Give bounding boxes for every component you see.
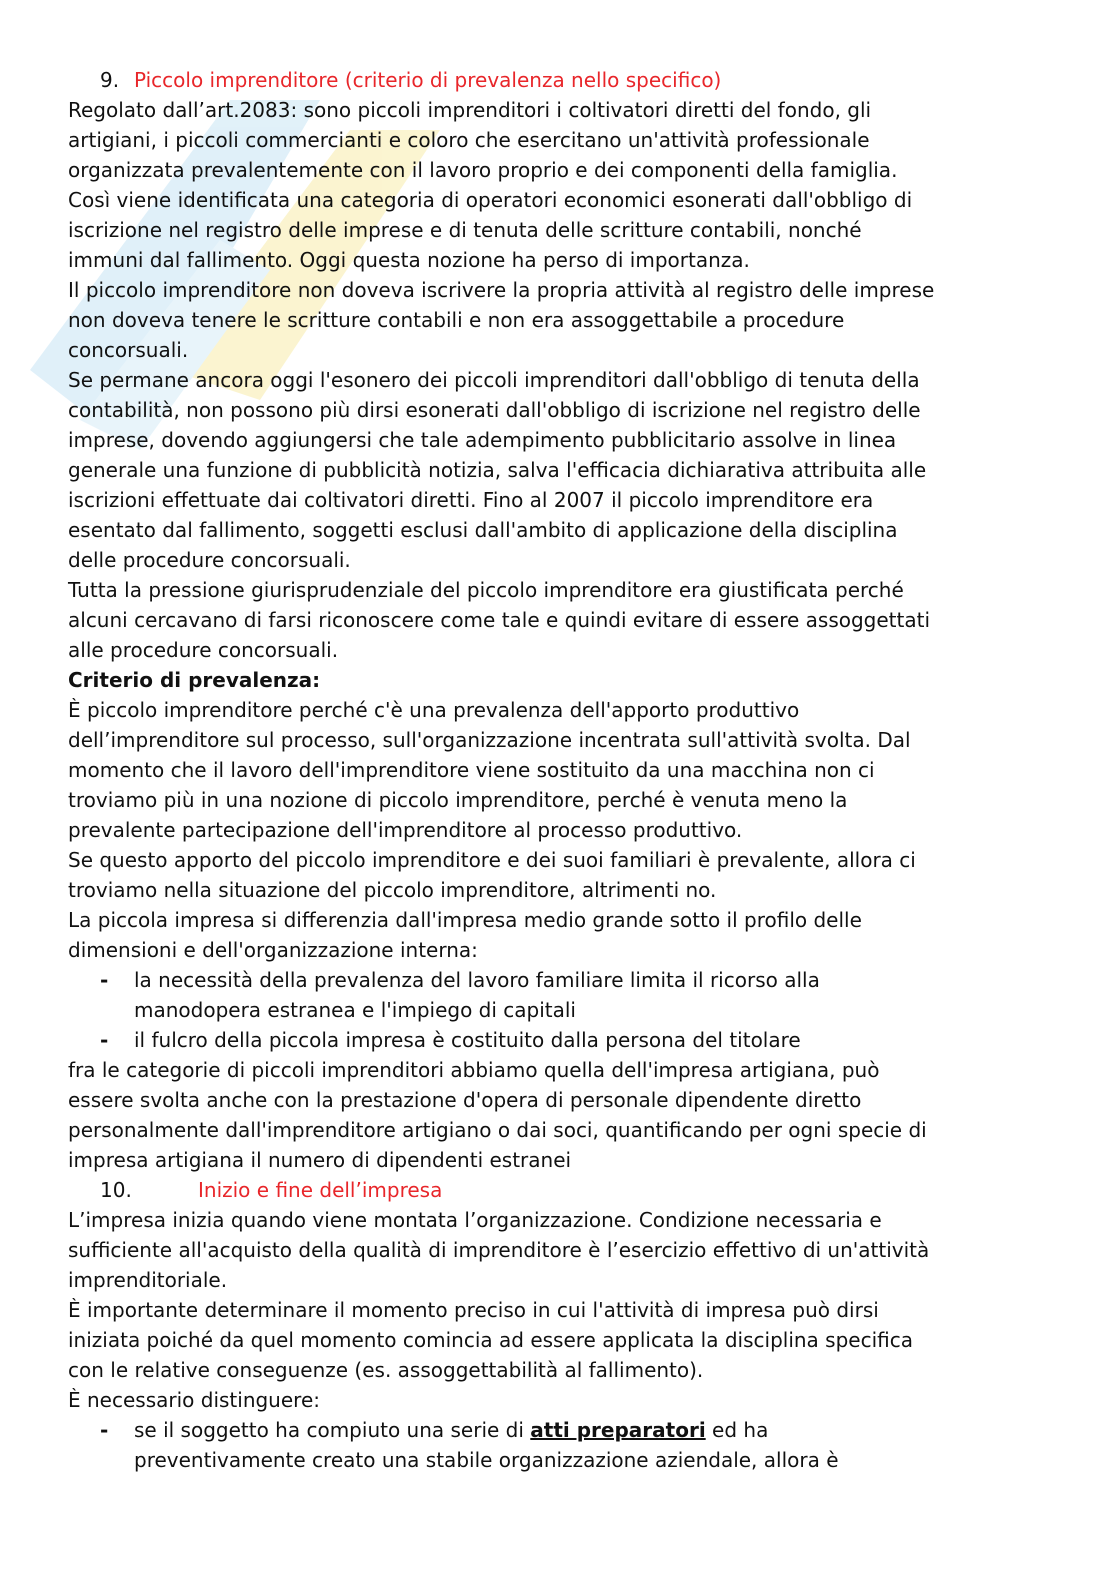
text-line: Così viene identificata una categoria di operatori economici esonerati dall'obbligo di bbox=[68, 188, 913, 212]
paragraph-block bbox=[68, 695, 1048, 965]
text-line: Regolato dall’art.2083: sono piccoli imprenditori i coltivatori diretti del fondo, gli bbox=[68, 98, 872, 122]
text-line: fra le categorie di piccoli imprenditori abbiamo quella dell'impresa artigiana, può bbox=[68, 1058, 880, 1082]
text-line: È importante determinare il momento preciso in cui l'attività di impresa può dirsi bbox=[68, 1298, 879, 1322]
text-line: iscrizione nel registro delle imprese e di tenuta delle scritture contabili, nonché bbox=[68, 218, 862, 242]
text-line: essere svolta anche con la prestazione d'opera di personale dipendente diretto bbox=[68, 1088, 862, 1112]
text-line: troviamo più in una nozione di piccolo imprenditore, perché è venuta meno la bbox=[68, 788, 848, 812]
text-line: impresa artigiana il numero di dipendenti estranei bbox=[68, 1148, 572, 1172]
text-line: prevalente partecipazione dell'imprenditore al processo produttivo. bbox=[68, 818, 743, 842]
text-line: troviamo nella situazione del piccolo imprenditore, altrimenti no. bbox=[68, 878, 717, 902]
text-line: La piccola impresa si differenzia dall'impresa medio grande sotto il profilo delle bbox=[68, 908, 862, 932]
paragraph-block bbox=[68, 1055, 1048, 1175]
list-item-continuation: preventivamente creato una stabile organizzazione aziendale, allora è bbox=[134, 1448, 839, 1472]
text-line: Il piccolo imprenditore non doveva iscrivere la propria attività al registro delle imprese bbox=[68, 278, 935, 302]
text-line: organizzata prevalentemente con il lavoro proprio e dei componenti della famiglia. bbox=[68, 158, 898, 182]
text-line: artigiani, i piccoli commercianti e coloro che esercitano un'attività professionale bbox=[68, 128, 870, 152]
list-item-continuation: manodopera estranea e l'impiego di capitali bbox=[134, 998, 576, 1022]
text-line: imprenditoriale. bbox=[68, 1268, 228, 1292]
list-item-text: se il soggetto ha compiuto una serie di bbox=[134, 1418, 531, 1442]
list-item bbox=[68, 1025, 1048, 1055]
text-line: generale una funzione di pubblicità notizia, salva l'efficacia dichiarativa attribuita alle bbox=[68, 458, 927, 482]
text-line: È piccolo imprenditore perché c'è una prevalenza dell'apporto produttivo bbox=[68, 698, 800, 722]
bullet-dash: - bbox=[100, 1418, 109, 1442]
subheading: Criterio di prevalenza: bbox=[68, 668, 321, 692]
text-line: con le relative conseguenze (es. assoggettabilità al fallimento). bbox=[68, 1358, 704, 1382]
text-line: personalmente dall'imprenditore artigiano o dai soci, quantificando per ogni specie di bbox=[68, 1118, 927, 1142]
paragraph-block bbox=[68, 95, 1048, 665]
text-line: alcuni cercavano di farsi riconoscere come tale e quindi evitare di essere assoggettati bbox=[68, 608, 931, 632]
text-line: sufficiente all'acquisto della qualità di imprenditore è l’esercizio effettivo di un'attività bbox=[68, 1238, 930, 1262]
section-number: 9. bbox=[100, 68, 120, 92]
bullet-list bbox=[68, 1415, 1048, 1475]
text-line: esentato dal fallimento, soggetti esclusi dall'ambito di applicazione della disciplina bbox=[68, 518, 898, 542]
bullet-dash: - bbox=[100, 1028, 109, 1052]
text-line: dell’imprenditore sul processo, sull'organizzazione incentrata sull'attività svolta. Dal bbox=[68, 728, 911, 752]
text-line: imprese, dovendo aggiungersi che tale adempimento pubblicitario assolve in linea bbox=[68, 428, 897, 452]
text-line: momento che il lavoro dell'imprenditore viene sostituito da una macchina non ci bbox=[68, 758, 875, 782]
text-line: contabilità, non possono più dirsi esonerati dall'obbligo di iscrizione nel registro delle bbox=[68, 398, 921, 422]
paragraph-block bbox=[68, 1205, 1048, 1415]
list-item-text: la necessità della prevalenza del lavoro familiare limita il ricorso alla bbox=[134, 968, 820, 992]
text-line: alle procedure concorsuali. bbox=[68, 638, 339, 662]
section-number: 10. bbox=[100, 1178, 132, 1202]
list-item-text: il fulcro della piccola impresa è costituito dalla persona del titolare bbox=[134, 1028, 801, 1052]
text-line: delle procedure concorsuali. bbox=[68, 548, 351, 572]
document-page bbox=[68, 65, 1048, 1475]
text-line: non doveva tenere le scritture contabili e non era assoggettabile a procedure bbox=[68, 308, 845, 332]
text-line: immuni dal fallimento. Oggi questa nozione ha perso di importanza. bbox=[68, 248, 750, 272]
text-line: iscrizioni effettuate dai coltivatori diretti. Fino al 2007 il piccolo imprenditore era bbox=[68, 488, 874, 512]
bullet-dash: - bbox=[100, 968, 109, 992]
text-line: Se questo apporto del piccolo imprenditore e dei suoi familiari è prevalente, allora ci bbox=[68, 848, 916, 872]
list-item bbox=[68, 1415, 1048, 1445]
list-item-text-tail: ed ha bbox=[705, 1418, 769, 1442]
section-title: Piccolo imprenditore (criterio di prevalenza nello specifico) bbox=[134, 68, 722, 92]
text-line: L’impresa inizia quando viene montata l’organizzazione. Condizione necessaria e bbox=[68, 1208, 882, 1232]
list-item bbox=[68, 965, 1048, 995]
bullet-list bbox=[68, 965, 1048, 1055]
emphasized-term: atti preparatori bbox=[530, 1418, 706, 1442]
section-heading-10 bbox=[68, 1175, 1048, 1205]
text-line: Tutta la pressione giurisprudenziale del piccolo imprenditore era giustificata perché bbox=[68, 578, 904, 602]
text-line: dimensioni e dell'organizzazione interna: bbox=[68, 938, 478, 962]
text-line: È necessario distinguere: bbox=[68, 1388, 320, 1412]
text-line: Se permane ancora oggi l'esonero dei piccoli imprenditori dall'obbligo di tenuta della bbox=[68, 368, 920, 392]
section-title: Inizio e fine dell’impresa bbox=[198, 1178, 443, 1202]
section-heading-9 bbox=[68, 65, 1048, 95]
text-line: iniziata poiché da quel momento comincia ad essere applicata la disciplina specifica bbox=[68, 1328, 913, 1352]
text-line: concorsuali. bbox=[68, 338, 189, 362]
